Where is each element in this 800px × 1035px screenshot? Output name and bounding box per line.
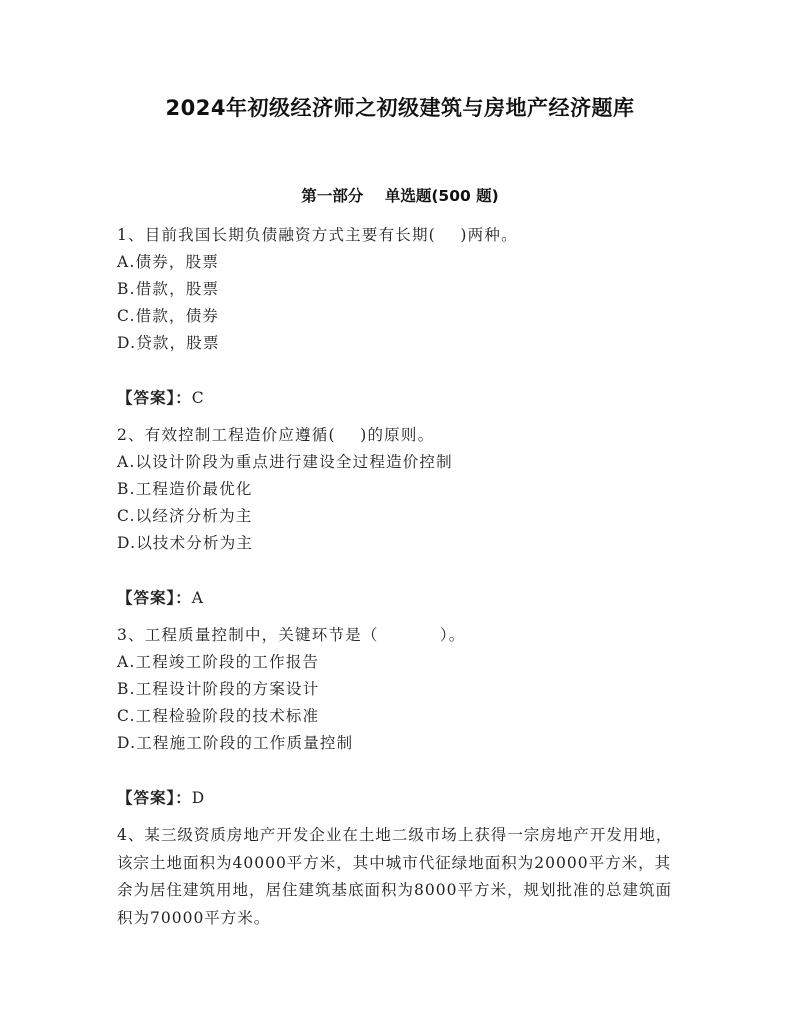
option-d: D.工程施工阶段的工作质量控制 (117, 734, 354, 752)
answer-line (117, 385, 687, 412)
option-b: B.工程设计阶段的方案设计 (117, 680, 320, 698)
answer-label: 【答案】： (117, 789, 192, 807)
answer-value: C (191, 389, 205, 407)
option-d: D.贷款，股票 (117, 334, 220, 352)
question-text: 1、目前我国长期负债融资方式主要有长期( )两种。 (117, 226, 518, 244)
option-b: B.借款，股票 (117, 280, 220, 298)
answer-value: A (191, 589, 204, 607)
option-c: C.借款，债券 (117, 307, 220, 325)
option-b: B.工程造价最优化 (117, 480, 253, 498)
option-a: A.工程竣工阶段的工作报告 (117, 653, 320, 671)
question-text: 3、工程质量控制中，关键环节是（ ）。 (117, 626, 466, 644)
option-a: A.以设计阶段为重点进行建设全过程造价控制 (117, 453, 453, 471)
answer-label: 【答案】： (117, 389, 192, 407)
question-text: 2、有效控制工程造价应遵循( )的原则。 (117, 426, 435, 444)
option-d: D.以技术分析为主 (117, 534, 254, 552)
question-item (117, 422, 687, 612)
answer-label: 【答案】： (117, 589, 192, 607)
option-c: C.工程检验阶段的技术标准 (117, 707, 320, 725)
question-text: 4、某三级资质房地产开发企业在土地二级市场上获得一宗房地产开发用地，该宗土地面积为40000平方米，其中城市代征绿地面积为20000平方米，其余为居住建筑用地，居住建筑基底面积为8000平方米，规划批准的总建筑面积为70000平方米。 (117, 826, 673, 927)
document-title: 2024年初级经济师之初级建筑与房地产经济题库 (165, 96, 635, 120)
section-heading: 第一部分 单选题(500 题) (301, 187, 499, 205)
option-a: A.债券，股票 (117, 253, 220, 271)
question-item (117, 622, 687, 812)
question-list (117, 222, 687, 932)
answer-line (117, 785, 687, 812)
question-item (117, 822, 687, 932)
answer-value: D (191, 789, 206, 807)
option-c: C.以经济分析为主 (117, 507, 253, 525)
question-item (117, 222, 687, 412)
answer-line (117, 585, 687, 612)
